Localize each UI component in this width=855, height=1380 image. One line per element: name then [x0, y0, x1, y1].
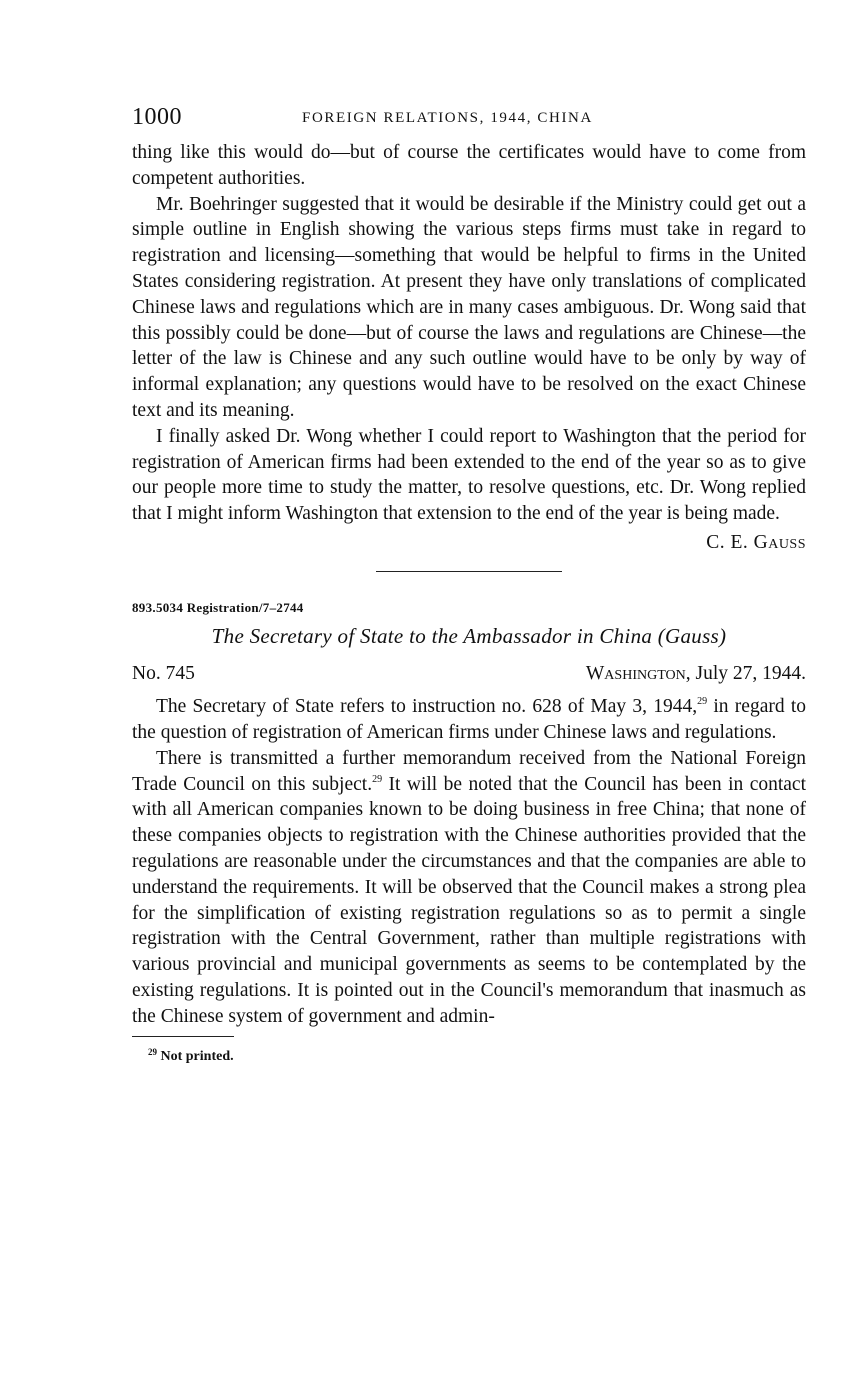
section-divider [376, 571, 562, 573]
signature [132, 530, 806, 556]
letter-text: There is transmitted a further memorandum received from the National Foreign Trade Council on this subject. [132, 747, 806, 795]
memo-paragraph: I finally asked Dr. Wong whether I could report to Washington that the period for registration of American firms had been extended to the end of the year so as to give our people more time to study the matter, to resolve questions, etc. Dr. Wong replied that I might inform Washington that extension to the end of the year is being made. [132, 425, 806, 525]
memo-paragraph: thing like this would do—but of course the certificates would have to come from competent authorities. [132, 142, 806, 189]
running-title: FOREIGN RELATIONS, 1944, CHINA [302, 110, 593, 126]
letter-text: in regard to the question of registration of American firms under Chinese laws and regulations. [132, 696, 806, 744]
footnote [148, 1046, 806, 1065]
footnote-reference[interactable]: 29 [372, 773, 383, 785]
signature-initials: C. E. G [706, 531, 769, 553]
letter-text: The Secretary of State refers to instruction no. 628 of May 3, 1944, [156, 696, 698, 718]
page-number: 1000 [132, 104, 182, 130]
file-number: 893.5034 Registration/7–2744 [132, 600, 304, 616]
signature-surname: auss [768, 531, 806, 553]
letter-text: It will be noted that the Council has been in contact with all American companies known to be doing business in free China; that none of these companies objects to registration with the Chinese authorities provided that the regulations are reasonable under the circumstances and that the companies are able to understand the requirements. It will be observed that the Council makes a strong plea for the simplification of existing registration regulations so as to permit a single registration with the Central Government, rather than multiple registrations with various provincial and municipal governments as seems to be contemplated by the existing regulations. It is pointed out in the Council's memorandum that inasmuch as the Chinese system of government and admin- [132, 773, 806, 1027]
document-page [132, 104, 806, 1065]
date: , July 27, 1944. [685, 663, 806, 685]
place: Washington [585, 663, 686, 685]
instruction-number: No. 745 [132, 663, 195, 685]
footnote-marker: 29 [148, 1046, 157, 1057]
place-date [586, 663, 806, 685]
footnote-divider [132, 1036, 234, 1037]
footnote-text: Not printed. [157, 1048, 234, 1064]
letter-paragraph [132, 746, 806, 1030]
letter-paragraph [132, 694, 806, 746]
footnote-reference[interactable]: 29 [697, 696, 708, 708]
memo-paragraph: Mr. Boehringer suggested that it would be desirable if the Ministry could get out a simple outline in English showing the various steps firms must take in regard to registration and licensing—something that would be helpful to firms in the United States considering registration. At present they have only translations of complicated Chinese laws and regulations which are in many cases ambiguous. Dr. Wong said that this possibly could be done—but of course the laws and regulations are Chinese—the letter of the law is Chinese and any such outline would have to be only by way of informal explanation; any questions would have to be resolved on the exact Chinese text and its meaning. [132, 193, 806, 421]
dateline [132, 663, 806, 691]
running-head [132, 104, 806, 140]
document-heading: The Secretary of State to the Ambassador in China (Gauss) [211, 624, 727, 649]
